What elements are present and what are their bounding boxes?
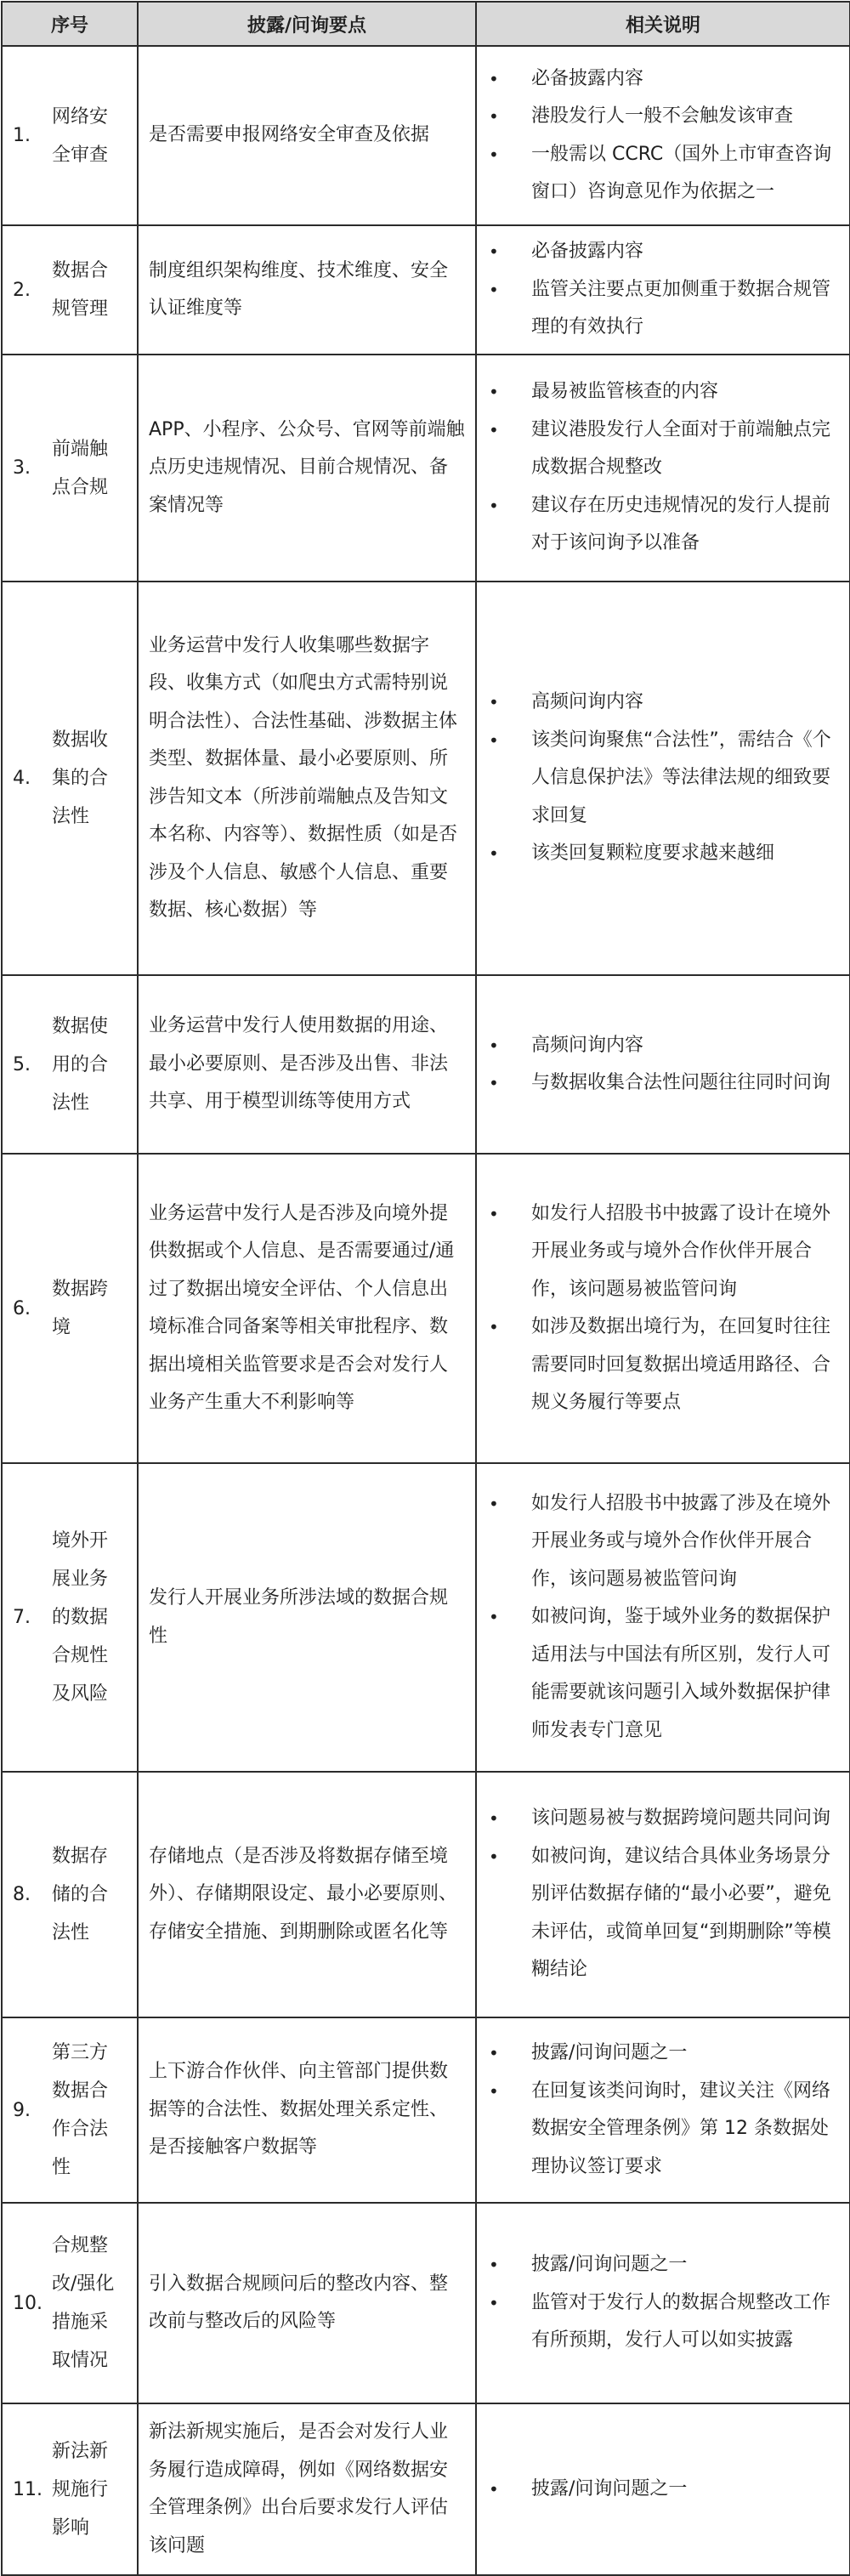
notes-list: [477, 2034, 849, 2186]
note-bullet-item: • 披露/问询问题之一: [477, 2471, 839, 2509]
note-bullet-item: • 最易被监管核查的内容: [477, 373, 839, 411]
item-number: 3.: [13, 457, 31, 479]
notes-list: [477, 1800, 849, 1989]
item-label: [3, 721, 137, 836]
key-points-cell: [138, 355, 476, 582]
note-bullet-item: • 披露/问询问题之一: [477, 2246, 839, 2284]
notes-list: [477, 1485, 849, 1750]
key-points-text: 新法新规实施后，是否会对发行人业务履行造成障碍，例如《网络数据安全管理条例》出台后要求发行人评估该问题: [149, 2421, 449, 2556]
table-row: [2, 355, 850, 582]
item-number: 9.: [13, 2099, 31, 2121]
key-points-cell: [138, 2017, 476, 2203]
item-name: 数据使用的合法性: [52, 1015, 109, 1114]
key-points-text: 业务运营中发行人使用数据的用途、最小必要原则、是否涉及出售、非法共享、用于模型训练等使用方式: [149, 1015, 449, 1113]
notes-list: [477, 1195, 849, 1422]
table-row: [2, 46, 850, 225]
key-points-cell: [138, 46, 476, 225]
key-points-cell: [138, 582, 476, 975]
note-bullet-item: • 如涉及数据出境行为，在回复时往往需要同时回复数据出境适用路径、合规义务履行等要点: [477, 1308, 839, 1422]
table-row: [2, 1154, 850, 1463]
note-bullet-item: • 建议港股发行人全面对于前端触点完成数据合规整改: [477, 411, 839, 487]
item-cell: [2, 1772, 138, 2017]
key-points-text: 业务运营中发行人收集哪些数据字段、收集方式（如爬虫方式需特别说明合法性）、合法性基础、涉数据主体类型、数据体量、最小必要原则、所涉告知文本（所涉前端触点及告知文本名称、内容等）、数据性质（如是否涉及个人信息、敏感个人信息、重要数据、核心数据）等: [149, 634, 458, 921]
item-label: [3, 2227, 137, 2380]
key-points-text: 引入数据合规顾问后的整改内容、整改前与整改后的风险等: [149, 2272, 449, 2332]
item-cell: [2, 46, 138, 225]
note-bullet-item: • 建议存在历史违规情况的发行人提前对于该问询予以准备: [477, 487, 839, 563]
item-name: 数据跨境: [52, 1279, 109, 1338]
note-bullet-item: • 如发行人招股书中披露了涉及在境外开展业务或与境外合作伙伴开展合作，该问题易被监管问询: [477, 1485, 839, 1599]
key-points-text: 存储地点（是否涉及将数据存储至境外）、存储期限设定、最小必要原则、存储安全措施、到期删除或匿名化等: [149, 1845, 458, 1943]
key-points-cell: [138, 1772, 476, 2017]
key-points-cell: [138, 975, 476, 1154]
notes-list: [477, 2246, 849, 2360]
item-cell: [2, 355, 138, 582]
note-bullet-item: • 该类问询聚焦“合法性”，需结合《个人信息保护法》等法律法规的细致要求回复: [477, 722, 839, 836]
header-key-points: 披露/问询要点: [138, 2, 476, 46]
notes-list: [477, 233, 849, 347]
notes-cell: [476, 2403, 850, 2575]
item-label: [3, 1007, 137, 1122]
key-points-text: 是否需要申报网络安全审查及依据: [149, 124, 430, 146]
table-row: [2, 2017, 850, 2203]
note-bullet-item: • 港股发行人一般不会触发该审查: [477, 98, 839, 136]
item-number: 11.: [13, 2478, 42, 2500]
note-bullet-item: • 高频问询内容: [477, 1027, 839, 1065]
table-row: [2, 2403, 850, 2575]
notes-cell: [476, 975, 850, 1154]
item-name: 合规整改/强化措施采取情况: [52, 2235, 115, 2371]
notes-list: [477, 2471, 849, 2509]
item-name: 境外开展业务的数据合规性及风险: [52, 1530, 109, 1705]
item-number: 2.: [13, 279, 31, 301]
item-name: 数据合规管理: [52, 260, 109, 320]
note-bullet-item: • 如被问询，建议结合具体业务场景分别评估数据存储的“最小必要”，避免未评估，或简单回复“到期删除”等模糊结论: [477, 1838, 839, 1989]
item-label: [3, 252, 137, 328]
note-bullet-item: • 一般需以 CCRC（国外上市审查咨询窗口）咨询意见作为依据之一: [477, 136, 839, 212]
item-cell: [2, 1463, 138, 1772]
item-cell: [2, 2403, 138, 2575]
item-number: 7.: [13, 1607, 31, 1628]
key-points-cell: [138, 1154, 476, 1463]
notes-cell: [476, 1463, 850, 1772]
note-bullet-item: • 披露/问询问题之一: [477, 2034, 839, 2073]
table-row: [2, 1772, 850, 2017]
key-points-text: 上下游合作伙伴、向主管部门提供数据等的合法性、数据处理关系定性、是否接触客户数据等: [149, 2061, 449, 2159]
item-label: [3, 1270, 137, 1347]
notes-cell: [476, 225, 850, 355]
notes-list: [477, 373, 849, 563]
item-cell: [2, 2017, 138, 2203]
item-label: [3, 98, 137, 174]
note-bullet-item: • 必备披露内容: [477, 233, 839, 271]
notes-cell: [476, 2203, 850, 2403]
note-bullet-item: • 如被问询，鉴于域外业务的数据保护适用法与中国法有所区别，发行人可能需要就该问题引入域外数据保护律师发表专门意见: [477, 1598, 839, 1750]
note-bullet-item: • 高频问询内容: [477, 684, 839, 722]
item-label: [3, 2034, 137, 2187]
item-cell: [2, 975, 138, 1154]
notes-cell: [476, 582, 850, 975]
table-row: [2, 1463, 850, 1772]
item-cell: [2, 225, 138, 355]
key-points-text: 制度组织架构维度、技术维度、安全认证维度等: [149, 259, 449, 319]
item-number: 6.: [13, 1297, 31, 1319]
header-notes: 相关说明: [476, 2, 850, 46]
note-bullet-item: • 必备披露内容: [477, 60, 839, 99]
notes-cell: [476, 2017, 850, 2203]
item-name: 数据收集的合法性: [52, 729, 109, 827]
note-bullet-item: • 监管关注要点更加侧重于数据合规管理的有效执行: [477, 271, 839, 347]
notes-cell: [476, 46, 850, 225]
header-number: 序号: [2, 2, 138, 46]
key-points-cell: [138, 225, 476, 355]
note-bullet-item: • 如发行人招股书中披露了设计在境外开展业务或与境外合作伙伴开展合作，该问题易被监管问询: [477, 1195, 839, 1309]
note-bullet-item: • 监管对于发行人的数据合规整改工作有所预期，发行人可以如实披露: [477, 2284, 839, 2360]
note-bullet-item: • 在回复该类问询时，建议关注《网络数据安全管理条例》第 12 条数据处理协议签订要求: [477, 2073, 839, 2187]
table-row: [2, 2203, 850, 2403]
item-label: [3, 430, 137, 507]
item-cell: [2, 1154, 138, 1463]
item-cell: [2, 2203, 138, 2403]
note-bullet-item: • 该问题易被与数据跨境问题共同问询: [477, 1800, 839, 1838]
note-bullet-item: • 与数据收集合法性问题往往同时问询: [477, 1064, 839, 1103]
item-name: 第三方数据合作合法性: [52, 2042, 109, 2178]
item-cell: [2, 582, 138, 975]
table-row: [2, 975, 850, 1154]
item-number: 10.: [13, 2292, 42, 2314]
item-name: 数据存储的合法性: [52, 1846, 109, 1943]
table-row: [2, 225, 850, 355]
item-number: 5.: [13, 1053, 31, 1075]
key-points-text: 发行人开展业务所涉法域的数据合规性: [149, 1587, 449, 1647]
item-label: [3, 1522, 137, 1713]
item-name: 前端触点合规: [52, 438, 109, 498]
key-points-text: APP、小程序、公众号、官网等前端触点历史违规情况、目前合规情况、备案情况等: [149, 418, 465, 516]
notes-list: [477, 1027, 849, 1103]
key-points-cell: [138, 2403, 476, 2575]
item-number: 4.: [13, 768, 31, 789]
key-points-text: 业务运营中发行人是否涉及向境外提供数据或个人信息、是否需要通过/通过了数据出境安全评估、个人信息出境标准合同备案等相关审批程序、数据出境相关监管要求是否会对发行人业务产生重大不利影响等: [149, 1202, 455, 1413]
disclosure-table: [1, 1, 850, 2576]
notes-cell: [476, 355, 850, 582]
item-name: 新法新规施行影响: [52, 2440, 109, 2539]
note-bullet-item: • 该类回复颗粒度要求越来越细: [477, 835, 839, 873]
item-number: 8.: [13, 1884, 31, 1905]
notes-cell: [476, 1154, 850, 1463]
notes-cell: [476, 1772, 850, 2017]
table-row: [2, 582, 850, 975]
item-name: 网络安全审查: [52, 105, 109, 166]
notes-list: [477, 684, 849, 873]
item-label: [3, 2432, 137, 2547]
item-label: [3, 1837, 137, 1952]
key-points-cell: [138, 2203, 476, 2403]
key-points-cell: [138, 1463, 476, 1772]
table-header-row: [2, 2, 850, 46]
notes-list: [477, 60, 849, 212]
item-number: 1.: [13, 125, 31, 146]
